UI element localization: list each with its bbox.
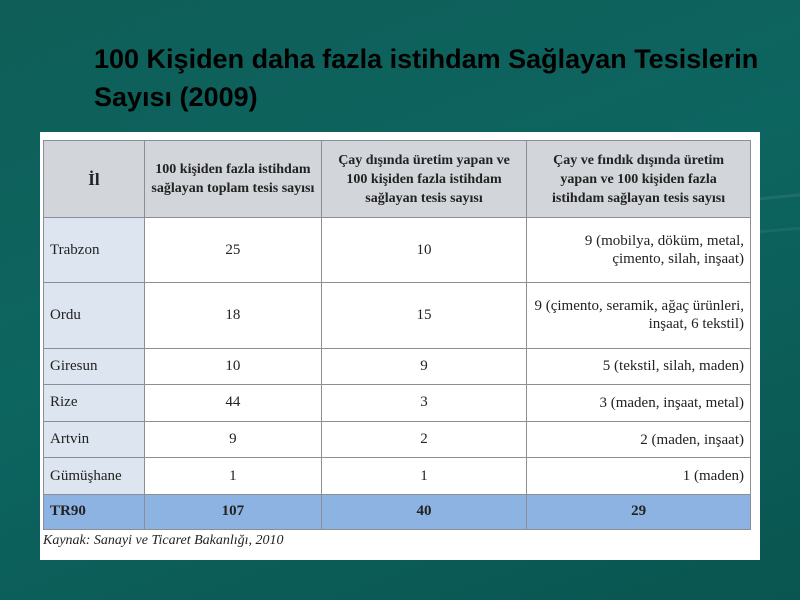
row-total: 1 <box>144 458 321 495</box>
row-non-tea-hazelnut: 3 (maden, inşaat, metal) <box>527 385 751 422</box>
table-row <box>44 218 751 283</box>
row-non-tea: 15 <box>321 283 526 348</box>
row-non-tea: 10 <box>321 218 526 283</box>
row-total: 18 <box>144 283 321 348</box>
row-total: 10 <box>144 348 321 385</box>
row-province: Ordu <box>44 283 145 348</box>
table-row <box>44 458 751 495</box>
header-il: İl <box>44 141 145 218</box>
row-total: 25 <box>144 218 321 283</box>
row-province: Gümüşhane <box>44 458 145 495</box>
table-row <box>44 385 751 422</box>
row-province: Trabzon <box>44 218 145 283</box>
row-non-tea-hazelnut: 2 (maden, inşaat) <box>527 421 751 458</box>
total-facilities: 107 <box>144 494 321 529</box>
row-province: Rize <box>44 385 145 422</box>
row-non-tea-hazelnut: 5 (tekstil, silah, maden) <box>527 348 751 385</box>
row-non-tea: 1 <box>321 458 526 495</box>
table-row <box>44 283 751 348</box>
row-province: Artvin <box>44 421 145 458</box>
total-region: TR90 <box>44 494 145 529</box>
header-total-facilities: 100 kişiden fazla istihdam sağlayan toplam tesis sayısı <box>144 141 321 218</box>
header-non-tea-facilities: Çay dışında üretim yapan ve 100 kişiden fazla istihdam sağlayan tesis sayısı <box>321 141 526 218</box>
table-panel <box>40 132 760 560</box>
row-non-tea-hazelnut: 1 (maden) <box>527 458 751 495</box>
header-non-tea-hazelnut-facilities: Çay ve fındık dışında üretim yapan ve 100 kişiden fazla istihdam sağlayan tesis sayısı <box>527 141 751 218</box>
row-non-tea-hazelnut: 9 (çimento, seramik, ağaç ürünleri, inşaat, 6 tekstil) <box>527 283 751 348</box>
table-source-note: Kaynak: Sanayi ve Ticaret Bakanlığı, 2010 <box>43 533 284 548</box>
row-total: 44 <box>144 385 321 422</box>
total-non-tea-hazelnut: 29 <box>527 494 751 529</box>
total-non-tea: 40 <box>321 494 526 529</box>
row-province: Giresun <box>44 348 145 385</box>
row-non-tea-hazelnut: 9 (mobilya, döküm, metal, çimento, silah, inşaat) <box>527 218 751 283</box>
row-non-tea: 3 <box>321 385 526 422</box>
table-row <box>44 421 751 458</box>
table-total-row <box>44 494 751 529</box>
data-table <box>43 140 751 530</box>
row-non-tea: 9 <box>321 348 526 385</box>
slide-title: 100 Kişiden daha fazla istihdam Sağlayan Tesislerin Sayısı (2009) <box>94 44 759 112</box>
row-non-tea: 2 <box>321 421 526 458</box>
table-row <box>44 348 751 385</box>
table-header-row <box>44 141 751 218</box>
row-total: 9 <box>144 421 321 458</box>
